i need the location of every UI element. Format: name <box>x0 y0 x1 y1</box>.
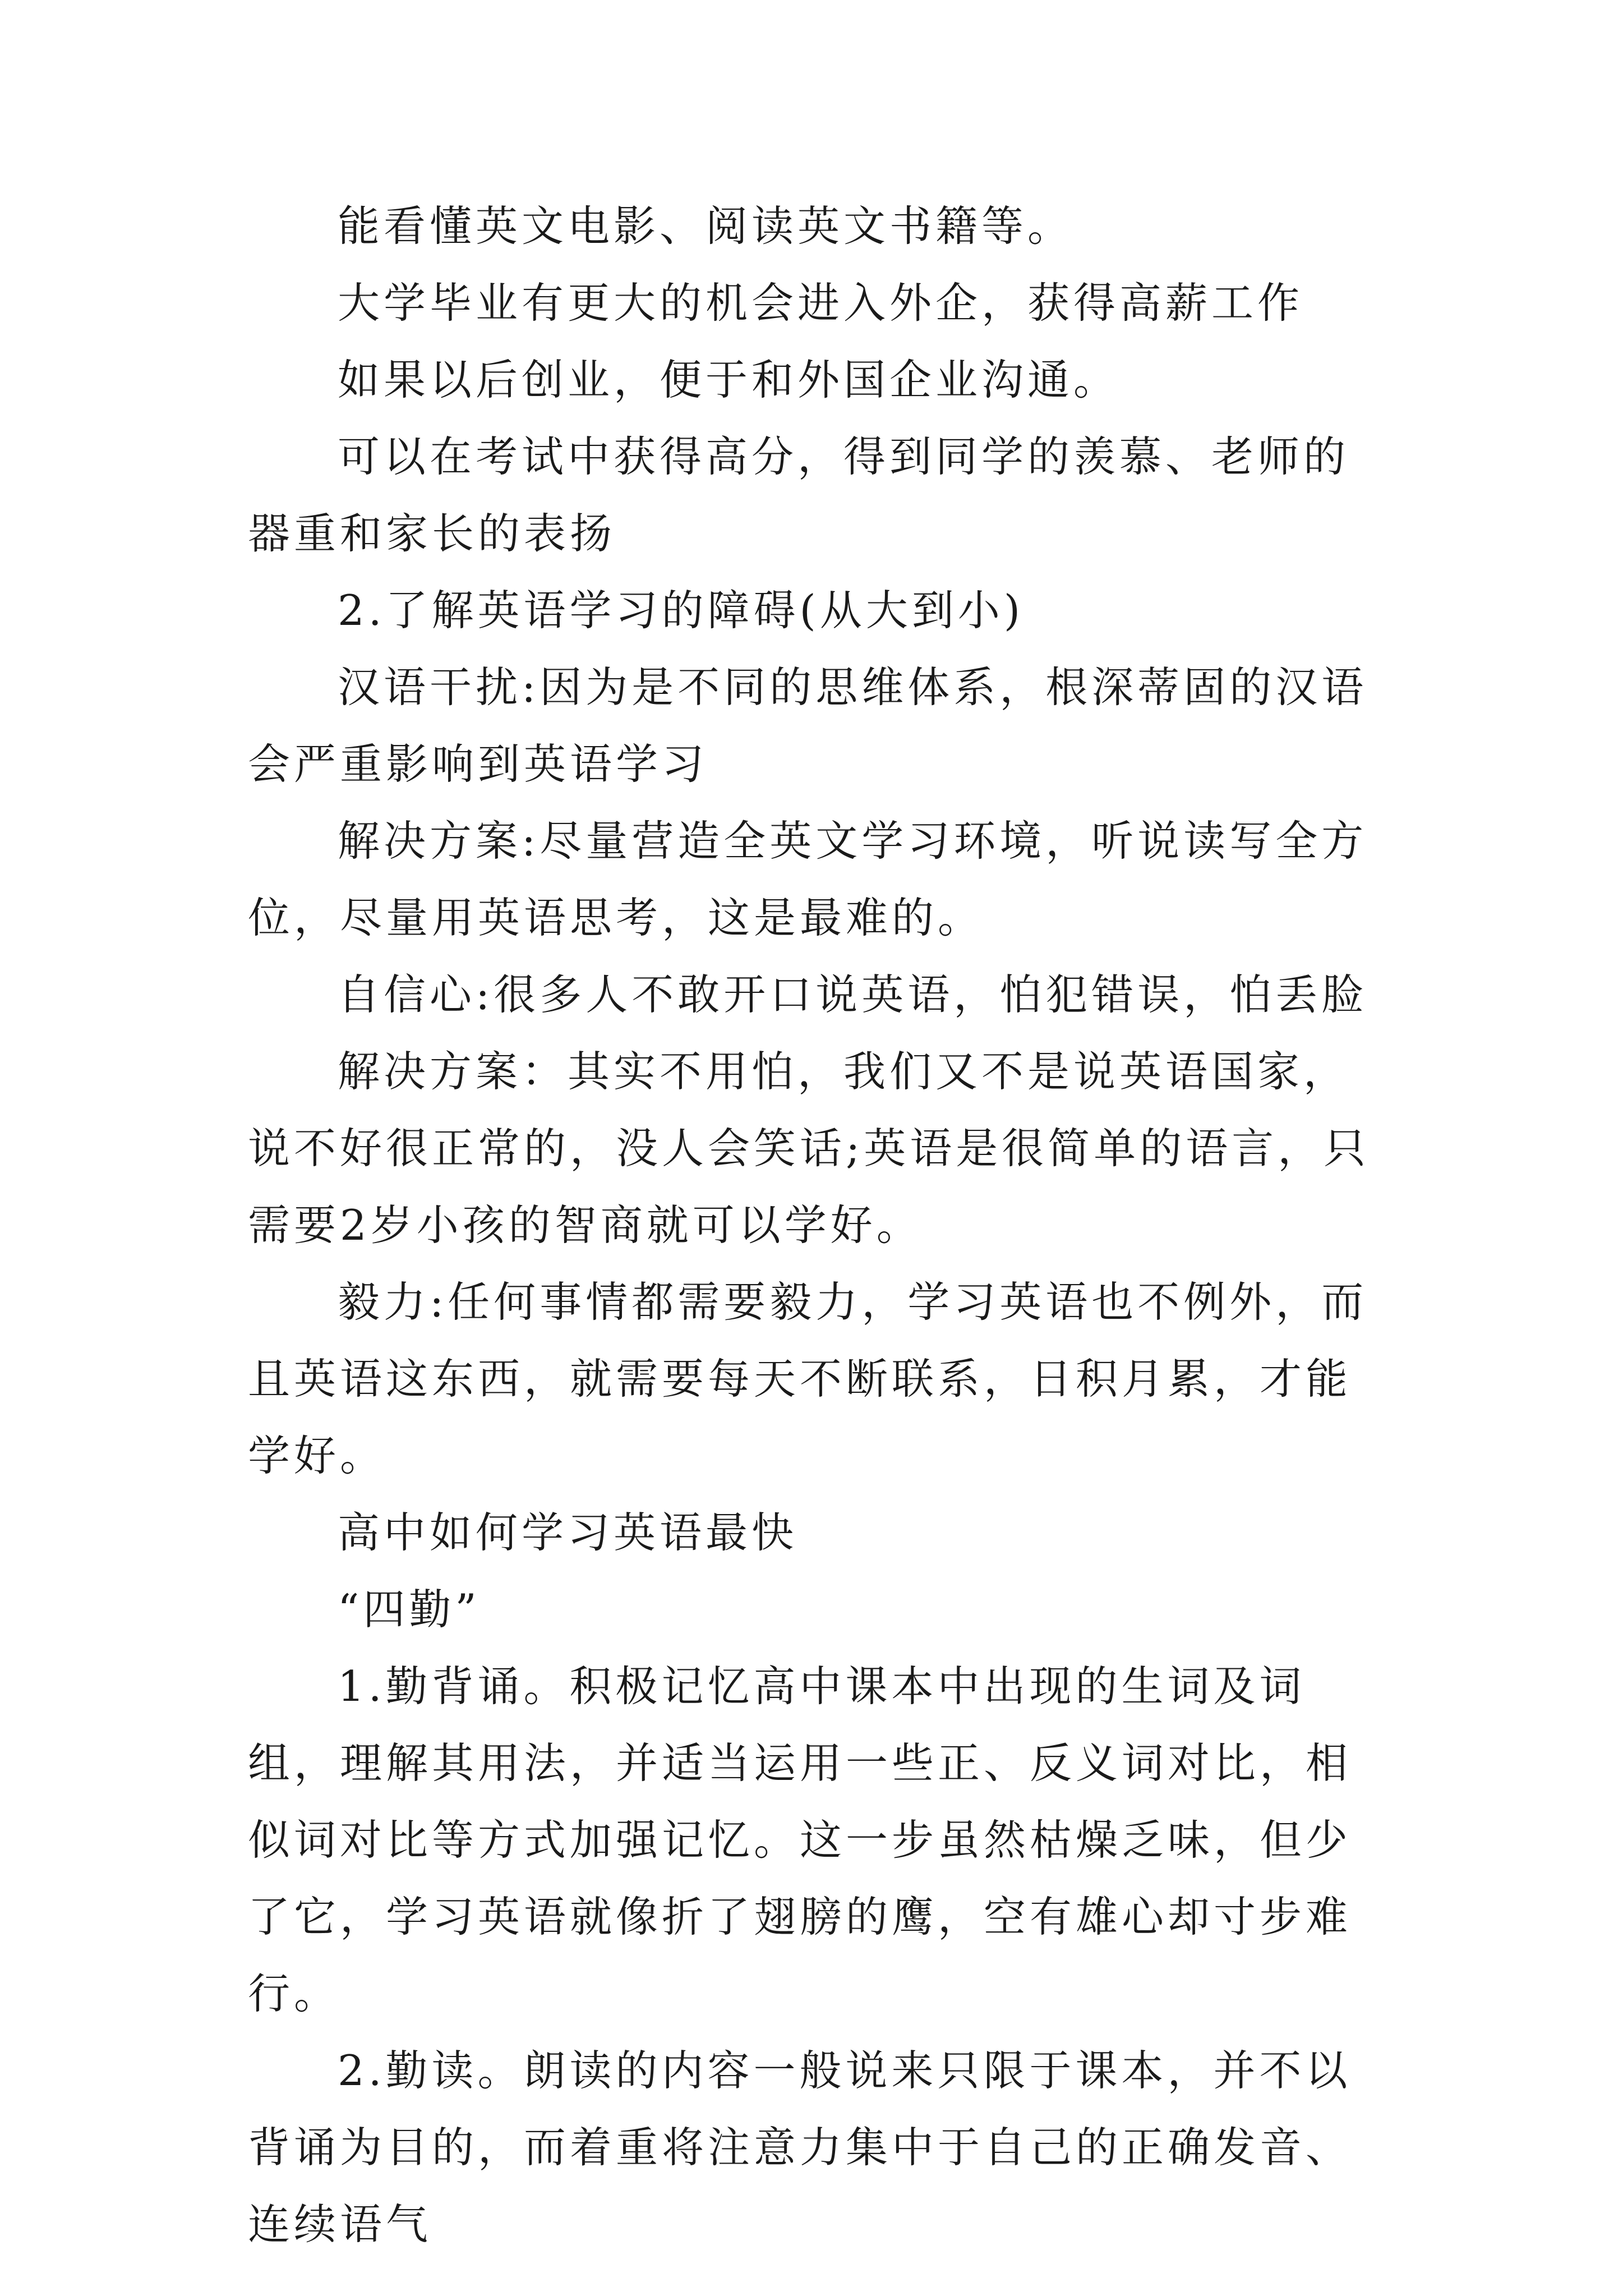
paragraph: 解决方案：其实不用怕，我们又不是说英语国家，说不好很正常的，没人会笑话;英语是很简单的语言，只需要2岁小孩的智商就可以学好。 <box>248 1047 1370 1250</box>
paragraph: 2.勤读。朗读的内容一般说来只限于课本，并不以背诵为目的，而着重将注意力集中于自己的正确发音、连续语气 <box>248 2046 1352 2249</box>
section-subheading: “四勤” <box>338 1585 481 1634</box>
document-body <box>248 188 1392 2263</box>
paragraph: 自信心:很多人不敢开口说英语，怕犯错误，怕丢脸 <box>338 970 1368 1019</box>
paragraph: 解决方案:尽量营造全英文学习环境，听说读写全方位，尽量用英语思考，这是最难的。 <box>248 816 1368 942</box>
section-heading: 高中如何学习英语最快 <box>338 1508 798 1557</box>
paragraph: 1.勤背诵。积极记忆高中课本中出现的生词及词组，理解其用法，并适当运用一些正、反义词对比，相似词对比等方式加强记忆。这一步虽然枯燥乏味，但少了它，学习英语就像折了翅膀的鹰，空有雄心却寸步难行。 <box>248 1662 1352 2018</box>
paragraph: 可以在考试中获得高分，得到同学的羡慕、老师的器重和家长的表扬 <box>248 432 1350 558</box>
paragraph: 汉语干扰:因为是不同的思维体系，根深蒂固的汉语会严重影响到英语学习 <box>248 662 1368 789</box>
paragraph: 毅力:任何事情都需要毅力，学习英语也不例外，而且英语这东西，就需要每天不断联系，日积月累，才能学好。 <box>248 1277 1368 1480</box>
paragraph: 如果以后创业，便于和外国企业沟通。 <box>338 355 1120 404</box>
paragraph: 2.了解英语学习的障碍(从大到小) <box>338 586 1025 635</box>
paragraph: 大学毕业有更大的机会进入外企，获得高薪工作 <box>338 278 1304 328</box>
paragraph: 能看懂英文电影、阅读英文书籍等。 <box>338 201 1074 251</box>
